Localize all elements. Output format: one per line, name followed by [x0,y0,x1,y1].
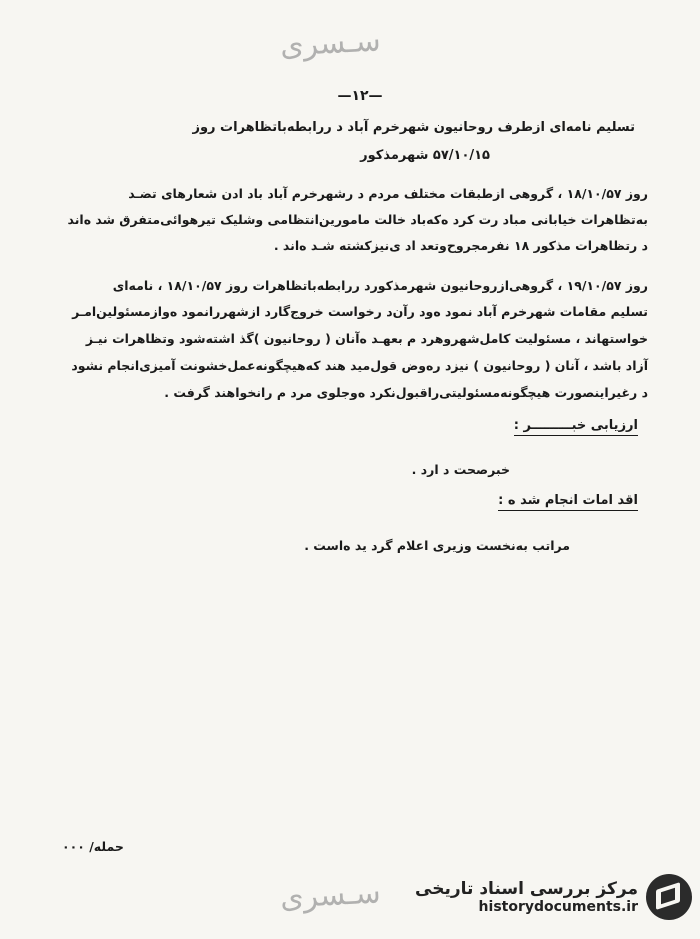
archive-logo-icon [646,874,692,920]
actions-heading-label: اقد امات انجام شد ه : [498,493,638,508]
assessment-text: خبرصحت د ارد . [411,462,510,477]
assessment-heading [514,418,638,436]
document-title-line1: تسلیم نامه‌ای ازطرف روحانیون شهرخرم آباد د ررابطه‌باتظاهرات روز [192,120,635,135]
archive-url: historydocuments.ir [478,899,638,915]
footer-page-note: حمله/ ۰۰۰ [62,839,124,854]
assessment-heading-label: ارزیابی خبـــــــــر : [513,418,638,433]
body-line: روز ۱۸/۱۰/۵۷ ، گروهی ازطبقات مختلف مردم د رشهرخرم آباد باد ادن شعارهای تضـد [128,186,648,201]
archive-name: مرکز بررسی اسناد تاریخی [415,879,638,899]
body-line: آزاد باشد ، آنان ( روحانیون ) نیزد ره‌وض قول‌مید هند که‌هیچگونه‌عمل‌خشونت آمیزی‌انجام نشود [71,358,648,373]
document-title-line2: ۵۷/۱۰/۱۵ شهرمذکور [360,148,490,163]
actions-underline [498,510,638,511]
body-line: د رغیراینصورت هیچگونه‌مسئولیتی‌راقبول‌نکرد ه‌وجلوی مرد م رانخواهند گرفت . [164,385,648,400]
archive-logo-text [415,879,638,915]
classification-stamp-top: سـسری [279,23,382,64]
actions-heading [498,493,638,511]
document-number: —۱۲— [337,88,383,104]
body-line: تسلیم مقامات شهرخرم آباد نمود ه‌ود رآن‌د رخواست خروج‌گارد ازشهررانمود ه‌وازمسئولین‌امـر [72,304,648,319]
body-line: به‌تظاهرات خیابانی مباد رت کرد ه‌که‌باد خالت مامورین‌انتظامی وشلیک تیرهوائی‌متفرق شد ه‌اند [67,212,648,227]
body-line: خواستها‌ند ، مسئولیت کامل‌شهروهرد م بعهـد ه‌آنان ( روحانیون )گذ اشته‌شود وتظاهرات نیـز [85,331,648,346]
assessment-underline [514,435,638,436]
actions-text: مراتب به‌نخست وزیری اعلام گرد ید ه‌است . [304,538,570,553]
body-line: روز ۱۹/۱۰/۵۷ ، گروهی‌ازروحانیون شهرمذکورد رر‌ابطه‌باتظاهرات روز ۱۸/۱۰/۵۷ ، نامه‌ای [112,278,648,293]
classification-stamp-bottom: سـسری [279,875,382,916]
body-line: د رتظاهرات مذکور ۱۸ نفرمجروح‌وتعد اد ی‌نیزکشته شـد ه‌اند . [273,238,648,253]
archive-logo [415,874,692,920]
